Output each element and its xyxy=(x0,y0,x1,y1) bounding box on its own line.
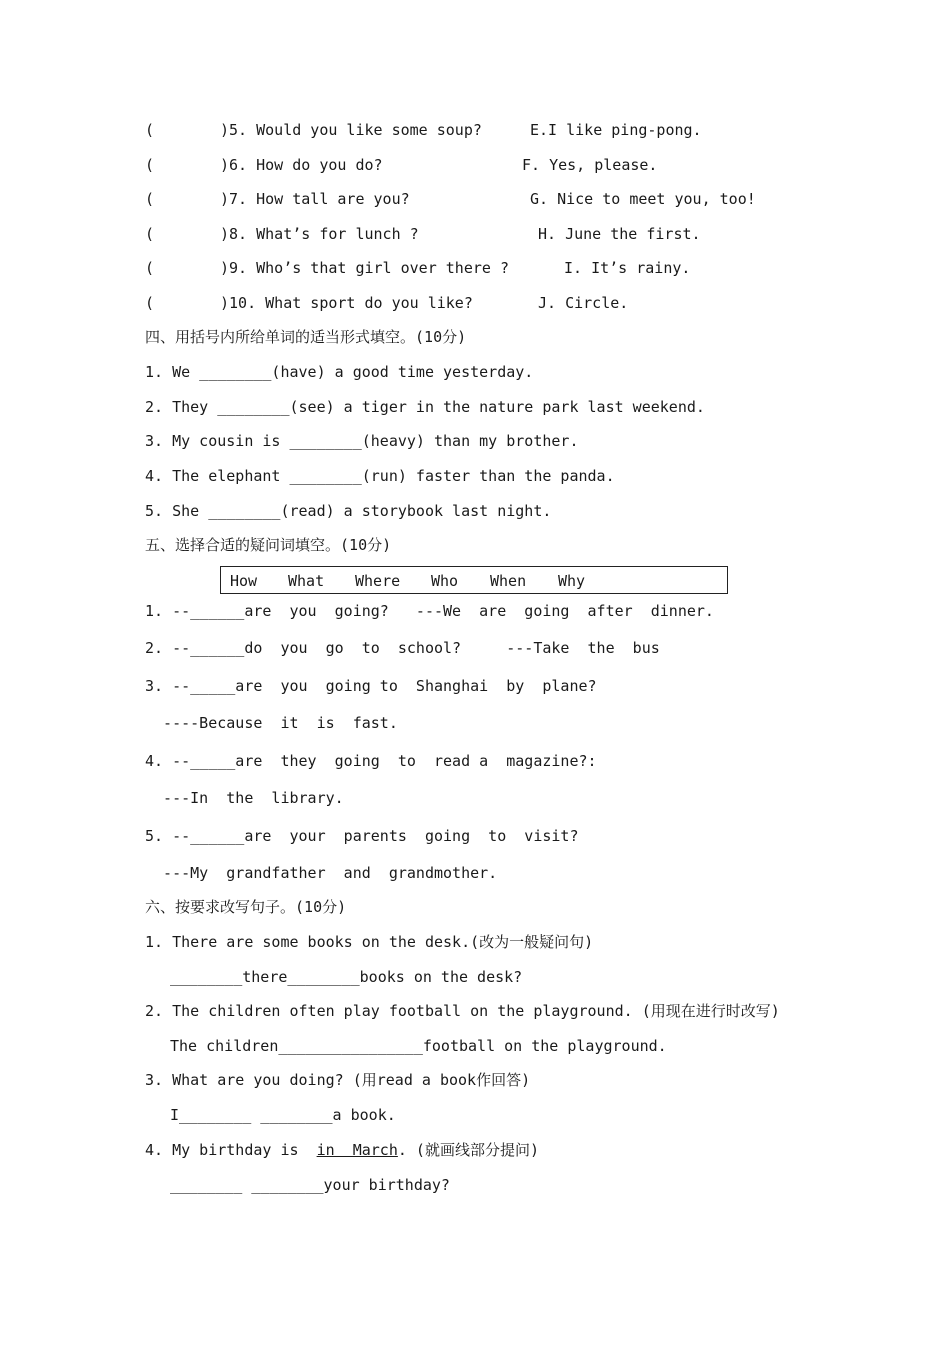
dialogue-line: ---My grandfather and grandmother. xyxy=(145,864,498,882)
fill-blank-item: 3. My cousin is ________(heavy) than my brother. xyxy=(145,432,579,450)
matching-answer: H. June the first. xyxy=(538,225,701,243)
matching-question: )9. Who’s that girl over there ? xyxy=(220,259,509,277)
answer-paren: ( xyxy=(145,156,155,174)
answer-paren: ( xyxy=(145,225,155,243)
matching-question: )6. How do you do? xyxy=(220,156,383,174)
rewrite-question: 2. The children often play football on the playground. (用现在进行时改写) xyxy=(145,1002,780,1020)
rewrite-answer: ________there________books on the desk? xyxy=(170,968,523,986)
matching-question: )5. Would you like some soup? xyxy=(220,121,482,139)
word-options-box xyxy=(220,566,728,594)
matching-question: )8. What’s for lunch ? xyxy=(220,225,419,243)
fill-blank-item: 1. We ________(have) a good time yesterday. xyxy=(145,363,534,381)
fill-blank-item: 5. She ________(read) a storybook last night. xyxy=(145,502,552,520)
matching-answer: G. Nice to meet you, too! xyxy=(530,190,756,208)
rewrite-answer: ________ ________your birthday? xyxy=(170,1176,450,1194)
section-title: 六、按要求改写句子。(10分) xyxy=(145,898,347,916)
answer-paren: ( xyxy=(145,121,155,139)
rewrite-question xyxy=(145,1140,539,1160)
rewrite-answer: I________ ________a book. xyxy=(170,1106,396,1124)
word-option: How xyxy=(230,572,258,590)
rewrite-question: 1. There are some books on the desk.(改为一般疑问句) xyxy=(145,933,594,951)
word-option: What xyxy=(288,572,325,590)
word-option: Where xyxy=(355,572,401,590)
word-option: Why xyxy=(558,572,586,590)
word-option: Who xyxy=(431,572,459,590)
underlined-phrase: in March xyxy=(316,1141,398,1159)
matching-answer: E.I like ping-pong. xyxy=(530,121,702,139)
answer-paren: ( xyxy=(145,190,155,208)
fill-blank-item: 4. The elephant ________(run) faster than the panda. xyxy=(145,467,615,485)
dialogue-line: ----Because it is fast. xyxy=(145,714,398,732)
rewrite-question: 3. What are you doing? (用read a book作回答) xyxy=(145,1071,531,1089)
matching-answer: J. Circle. xyxy=(538,294,629,312)
dialogue-line: 1. --______are you going? ---We are going after dinner. xyxy=(145,602,714,620)
matching-answer: I. It’s rainy. xyxy=(564,259,691,277)
dialogue-line: ---In the library. xyxy=(145,789,344,807)
dialogue-line: 3. --_____are you going to Shanghai by plane? xyxy=(145,677,597,695)
dialogue-line: 4. --_____are they going to read a magazine?: xyxy=(145,752,597,770)
matching-answer: F. Yes, please. xyxy=(522,156,658,174)
question-instruction: . (就画线部分提问) xyxy=(397,1141,539,1159)
section-title: 四、用括号内所给单词的适当形式填空。(10分) xyxy=(145,328,467,346)
fill-blank-item: 2. They ________(see) a tiger in the nature park last weekend. xyxy=(145,398,705,416)
answer-paren: ( xyxy=(145,294,155,312)
matching-question: )7. How tall are you? xyxy=(220,190,410,208)
word-option: When xyxy=(490,572,527,590)
answer-paren: ( xyxy=(145,259,155,277)
matching-question: )10. What sport do you like? xyxy=(220,294,473,312)
dialogue-line: 5. --______are your parents going to visit? xyxy=(145,827,579,845)
rewrite-answer: The children________________football on the playground. xyxy=(170,1037,667,1055)
dialogue-line: 2. --______do you go to school? ---Take the bus xyxy=(145,639,660,657)
question-text: 4. My birthday is xyxy=(145,1141,317,1159)
section-title: 五、选择合适的疑问词填空。(10分) xyxy=(145,536,392,554)
